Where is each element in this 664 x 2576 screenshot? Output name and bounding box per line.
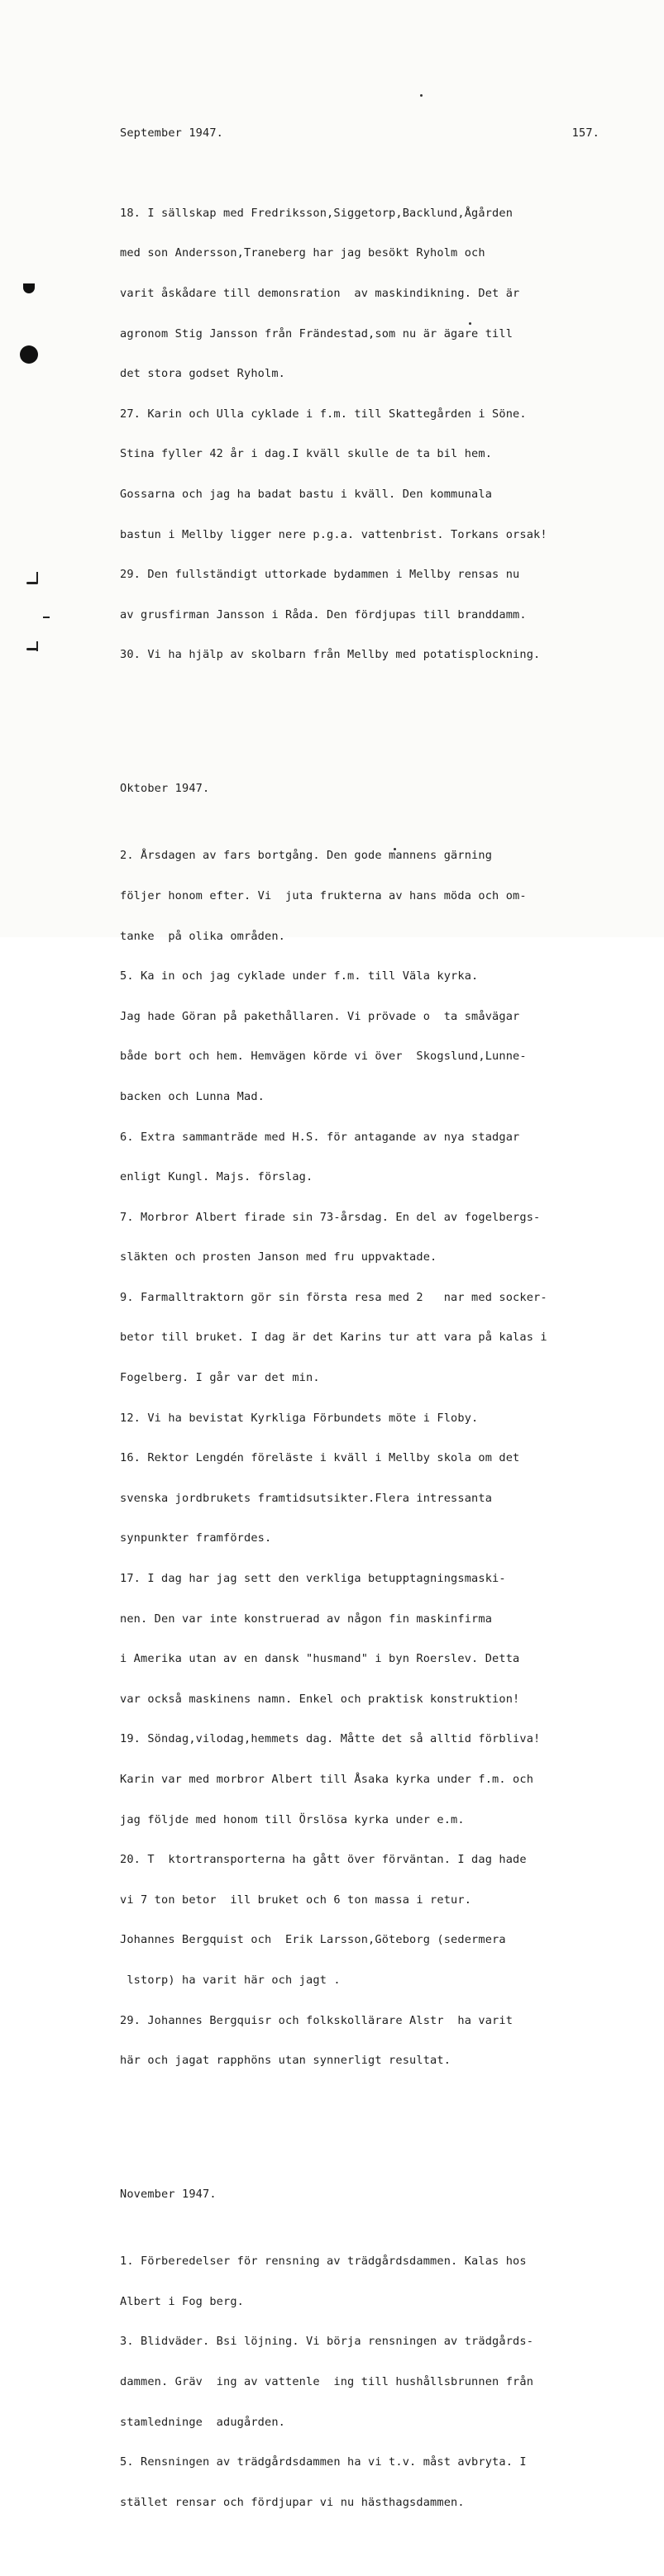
text-line: 7. Morbror Albert firade sin 73-årsdag. En del av fogelbergs-	[120, 1210, 541, 1224]
text-line: backen och Lunna Mad.	[120, 1089, 265, 1103]
text-line: 29. Den fullständigt uttorkade bydammen i Mellby rensas nu	[120, 568, 520, 582]
text-line: släkten och prosten Janson med fru uppvaktade.	[120, 1250, 437, 1264]
punch-hole-mark	[23, 283, 35, 293]
month-heading: September 1947.	[120, 126, 224, 140]
text-line: av grusfirman Jansson i Råda. Den fördjupas till branddamm.	[120, 607, 527, 621]
text-line: betor till bruket. I dag är det Karins tur att vara på kalas i	[120, 1331, 547, 1345]
text-line: agronom Stig Jansson från Frändestad,som nu är ägare till	[120, 326, 514, 340]
text-line: stället rensar och fördjupar vi nu hästhagsdammen.	[120, 2495, 465, 2509]
text-line: det stora godset Ryholm.	[120, 367, 286, 381]
text-line: 1. Förberedelser för rensning av trädgårdsdammen. Kalas hos	[120, 2255, 527, 2269]
november-entries	[120, 2228, 633, 2536]
text-line: vi 7 ton betor ill bruket och 6 ton massa i retur.	[120, 1893, 472, 1907]
text-line: Fogelberg. I går var det min.	[120, 1371, 320, 1385]
text-line: 5. Ka in och jag cyklade under f.m. till Väla kyrka.	[120, 969, 479, 983]
text-line: Jag hade Göran på pakethållaren. Vi prövade o ta småvägar	[120, 1009, 520, 1023]
text-line: Gossarna och jag ha badat bastu i kväll. Den kommunala	[120, 487, 493, 501]
text-line: dammen. Gräv ing av vattenle ing till hushållsbrunnen från	[120, 2374, 534, 2388]
text-line: 9. Farmalltraktorn gör sin första resa med 2 nar med socker-	[120, 1290, 547, 1304]
spacer	[120, 729, 633, 742]
page-header	[120, 126, 600, 140]
text-line: jag följde med honom till Örslösa kyrka under e.m.	[120, 1812, 465, 1826]
text-line: 29. Johannes Bergquisr och folkskollärare Alstr ha varit	[120, 2013, 514, 2027]
text-line: enligt Kungl. Majs. förslag.	[120, 1170, 313, 1184]
text-line: 3. Blidväder. Bsi löjning. Vi börja rensningen av trädgårds-	[120, 2335, 534, 2349]
text-line: Stina fyller 42 år i dag.I kväll skulle de ta bil hem.	[120, 447, 493, 461]
text-line: 16. Rektor Lengdén föreläste i kväll i Mellby skola om det	[120, 1451, 520, 1465]
text-line: stamledninge adugården.	[120, 2415, 286, 2429]
text-line: bastun i Mellby ligger nere p.g.a. vattenbrist. Torkans orsak!	[120, 527, 547, 541]
typewritten-text-block	[120, 86, 633, 2576]
text-line: 12. Vi ha bevistat Kyrkliga Förbundets möte i Floby.	[120, 1411, 479, 1425]
margin-mark	[43, 617, 50, 618]
november-heading: November 1947.	[120, 2188, 217, 2202]
text-line: med son Andersson,Traneberg har jag besökt Ryholm och	[120, 246, 485, 260]
text-line: här och jagat rapphöns utan synnerligt resultat.	[120, 2054, 451, 2068]
text-line: 27. Karin och Ulla cyklade i f.m. till Skattegården i Söne.	[120, 407, 527, 421]
punch-hole	[20, 345, 38, 364]
margin-mark	[36, 572, 38, 583]
text-line: lstorp) ha varit här och jagt .	[120, 1973, 341, 1987]
october-heading: Oktober 1947.	[120, 782, 210, 796]
text-line: 18. I sällskap med Fredriksson,Siggetorp,Backlund,Ågården	[120, 206, 514, 220]
page-number: 157.	[571, 126, 600, 140]
text-line: 30. Vi ha hjälp av skolbarn från Mellby med potatisplockning.	[120, 648, 541, 662]
text-line: 2. Årsdagen av fars bortgång. Den gode mannens gärning	[120, 849, 493, 863]
margin-mark	[36, 641, 38, 651]
text-line: 6. Extra sammanträde med H.S. för antagande av nya stadgar	[120, 1130, 520, 1144]
text-line: Albert i Fog berg.	[120, 2294, 245, 2308]
text-line: tanke på olika områden.	[120, 929, 286, 943]
text-line: i Amerika utan av en dansk "husmand" i byn Roerslev. Detta	[120, 1652, 520, 1666]
october-entries	[120, 822, 633, 2094]
text-line: nen. Den var inte konstruerad av någon fin maskinfirma	[120, 1612, 493, 1626]
text-line: 17. I dag har jag sett den verkliga betupptagningsmaski-	[120, 1572, 506, 1586]
text-line: 19. Söndag,vilodag,hemmets dag. Måtte det så alltid förbliva!	[120, 1732, 541, 1746]
text-line: följer honom efter. Vi juta frukterna av hans möda och om-	[120, 888, 527, 902]
text-line: både bort och hem. Hemvägen körde vi över Skogslund,Lunne-	[120, 1050, 527, 1064]
september-entries	[120, 179, 633, 688]
text-line: synpunkter framfördes.	[120, 1531, 272, 1545]
spacer	[120, 2134, 633, 2147]
text-line: Karin var med morbror Albert till Åsaka kyrka under f.m. och	[120, 1773, 534, 1786]
text-line: 5. Rensningen av trädgårdsdammen ha vi t.v. måst avbryta. I	[120, 2455, 527, 2469]
text-line: svenska jordbrukets framtidsutsikter.Flera intressanta	[120, 1491, 493, 1505]
text-line: 20. T ktortransporterna ha gått över förväntan. I dag hade	[120, 1853, 527, 1867]
text-line: Johannes Bergquist och Erik Larsson,Göteborg (sedermera	[120, 1933, 506, 1947]
text-line: varit åskådare till demonsration av maskindikning. Det är	[120, 287, 520, 300]
text-line: var också maskinens namn. Enkel och praktisk konstruktion!	[120, 1692, 520, 1706]
